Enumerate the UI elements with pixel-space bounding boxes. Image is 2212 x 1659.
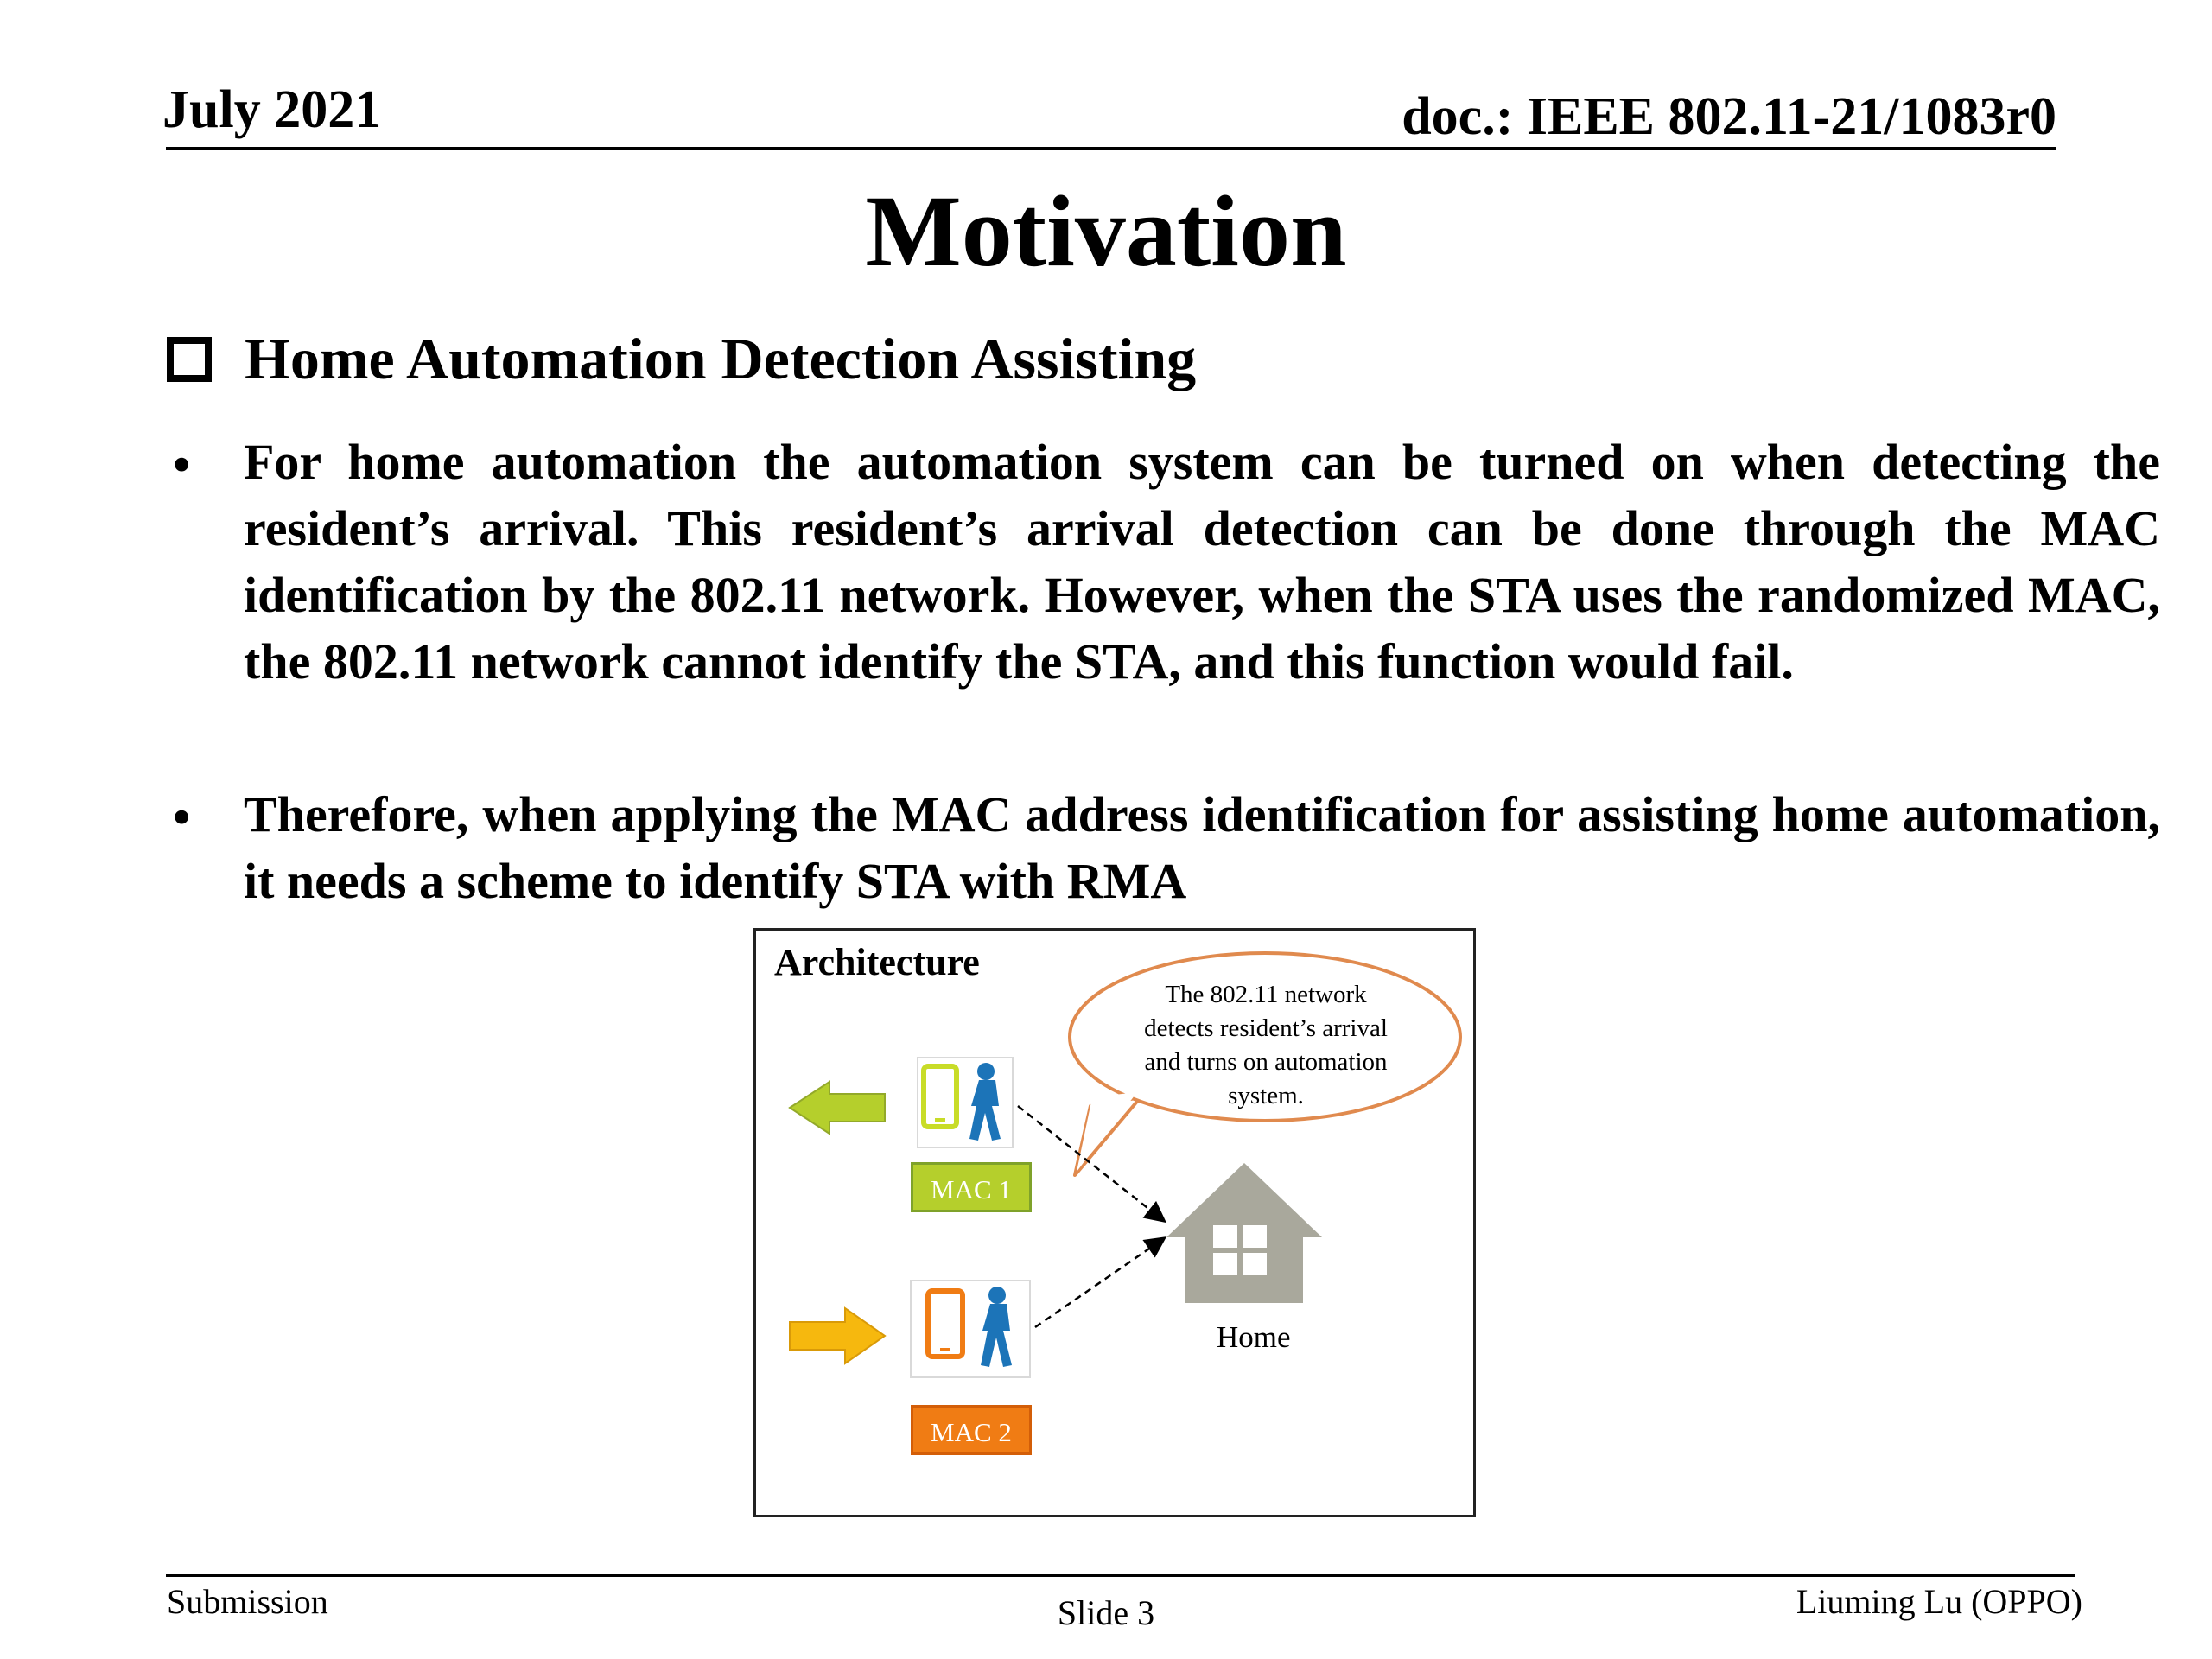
bubble-text: The 802.11 network detects resident’s arrival and turns on automation system. (1144, 981, 1388, 1109)
footer-author: Liuming Lu (OPPO) (1796, 1582, 2082, 1621)
house-icon (1166, 1163, 1322, 1303)
device-1 (918, 1058, 1013, 1147)
bullet-dot-icon: • (173, 789, 191, 845)
slide-title: Motivation (865, 175, 1347, 288)
connector-line-2 (1035, 1239, 1163, 1327)
square-bullet-icon (167, 337, 212, 382)
header-doc-id: doc.: IEEE 802.11-21/1083r0 (1402, 87, 2056, 146)
phone-icon (928, 1291, 963, 1357)
home-label: Home (1217, 1320, 1291, 1354)
header-date: July 2021 (162, 80, 382, 139)
diagram-title: Architecture (774, 941, 980, 983)
phone-icon (924, 1066, 957, 1127)
left-arrow-icon (790, 1082, 885, 1134)
footer-slide-number: Slide 3 (1057, 1593, 1155, 1632)
mac-2-label: MAC 2 (911, 1405, 1032, 1455)
bullet-dot-icon: • (173, 436, 191, 493)
bullet-item-2: Therefore, when applying the MAC address identification for assisting home automation, it needs a scheme to identify STA with RMA (244, 786, 2160, 909)
header-divider (166, 147, 2056, 150)
mac-1-label: MAC 1 (911, 1162, 1032, 1212)
bullet-item-1: For home automation the automation system can be turned on when detecting the resident’s arrival. This resident’s arrival detection can be done through the MAC identification by the 802.11 network. However, when the STA uses the randomized MAC, the 802.11 network cannot identify the STA, and this function would fail. (244, 434, 2160, 690)
right-arrow-icon (790, 1308, 885, 1363)
section-heading: Home Automation Detection Assisting (245, 326, 1197, 391)
footer-divider (166, 1574, 2075, 1577)
device-2 (911, 1281, 1030, 1377)
footer-submission: Submission (167, 1582, 328, 1621)
